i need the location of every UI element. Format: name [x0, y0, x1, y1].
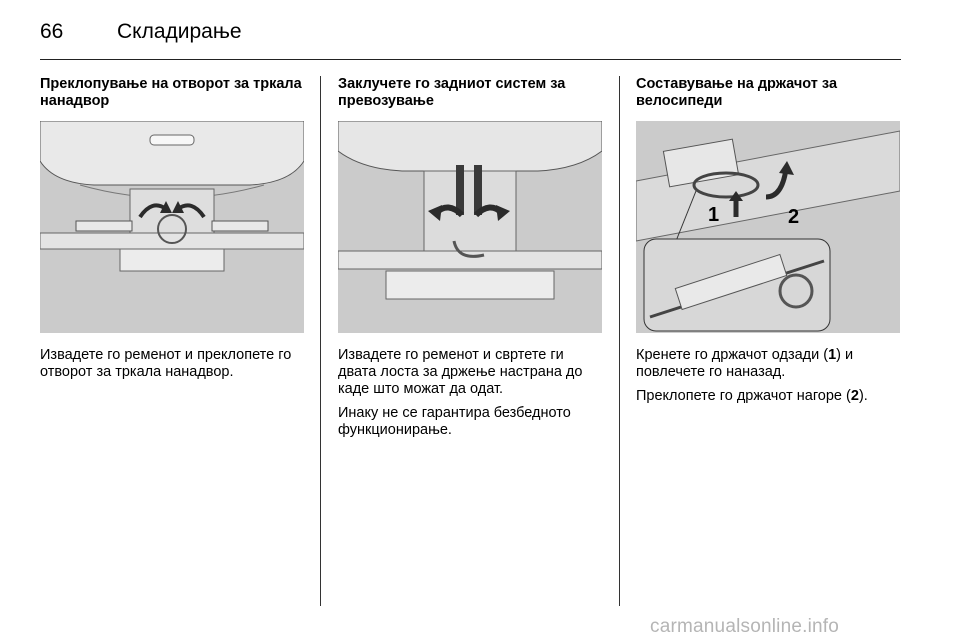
- page-number: 66: [40, 20, 64, 43]
- illustration-wheel-opening: [40, 121, 304, 333]
- section-caption: Извадете го ременот и преклопете го отворот за тркала нанадвор.: [40, 347, 292, 380]
- section-caption: Извадете го ременот и свртете ги двата лоста за држење настрана до каде што можат да одат.: [338, 347, 583, 397]
- header-divider: [40, 59, 901, 60]
- section-heading: Заклучете го задниот систем за превозување: [338, 76, 566, 109]
- section-note: Инаку не се гарантира безбедното функционирање.: [338, 405, 571, 438]
- section-heading: Преклопување на отворот за тркала нанадвор: [40, 76, 302, 109]
- page-title: Складирање: [117, 20, 242, 43]
- column-divider-1: [320, 76, 321, 606]
- section-caption: Кренете го држачот одзади (1) и повлечете го наназад.: [636, 347, 854, 380]
- watermark: carmanualsonline.info: [650, 616, 840, 637]
- figure-label-1: 1: [708, 204, 720, 226]
- illustration-lock-carrier: [338, 121, 602, 333]
- section-note: Преклопете го држачот нагоре (2).: [636, 388, 868, 404]
- page-header: [40, 14, 900, 54]
- section-bike-holder: [636, 76, 900, 405]
- figure-label-2: 2: [788, 206, 800, 228]
- illustration-bike-holder: [636, 121, 900, 333]
- column-divider-2: [619, 76, 620, 606]
- section-lock-carrier: [338, 76, 602, 439]
- section-heading: Составување на држачот за велосипеди: [636, 76, 838, 109]
- section-wheel-opening: [40, 76, 304, 381]
